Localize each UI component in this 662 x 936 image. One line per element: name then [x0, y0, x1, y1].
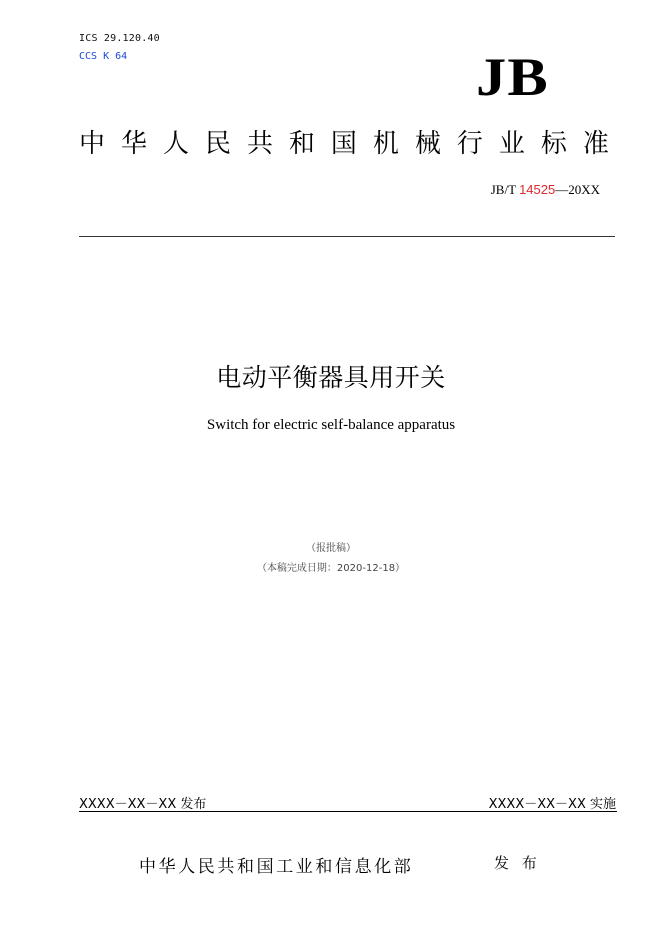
draft-completion-date: （本稿完成日期：2020-12-18） — [256, 563, 406, 574]
standard-number-prefix: JB/T — [490, 182, 520, 197]
industry-title-char: 和 — [288, 129, 315, 159]
industry-standard-title — [79, 127, 609, 161]
industry-title-char: 人 — [162, 129, 189, 159]
standard-number-suffix: —20XX — [555, 182, 600, 197]
document-title-chinese: 电动平衡器具用开关 — [216, 363, 446, 392]
industry-title-char: 械 — [414, 129, 441, 159]
ics-code: ICS 29.120.40 — [79, 33, 160, 44]
industry-title-char: 共 — [246, 129, 273, 159]
industry-title-char: 标 — [540, 129, 567, 159]
standard-number — [491, 182, 600, 198]
industry-title-char: 华 — [120, 129, 147, 159]
footer-divider — [79, 811, 617, 812]
jb-standard-logo: JB — [476, 47, 549, 107]
issued-label: 发 布 — [494, 854, 541, 872]
release-date: XXXX－XX－XX 发布 — [79, 797, 207, 812]
industry-title-char: 行 — [456, 129, 483, 159]
document-title-english: Switch for electric self-balance apparatus — [206, 417, 456, 433]
ccs-code: CCS K 64 — [79, 51, 128, 62]
header-divider — [79, 236, 615, 237]
industry-title-char: 民 — [204, 129, 231, 159]
industry-title-char: 业 — [498, 129, 525, 159]
industry-title-char: 中 — [79, 129, 106, 159]
industry-title-char: 准 — [582, 129, 609, 159]
issuing-authority: 中华人民共和国工业和信息化部 — [139, 857, 414, 877]
standard-number-value: 14525 — [519, 182, 556, 197]
draft-status-label: （报批稿） — [306, 543, 356, 554]
implementation-date: XXXX－XX－XX 实施 — [488, 797, 616, 812]
industry-title-char: 国 — [330, 129, 357, 159]
industry-title-char: 机 — [372, 129, 399, 159]
